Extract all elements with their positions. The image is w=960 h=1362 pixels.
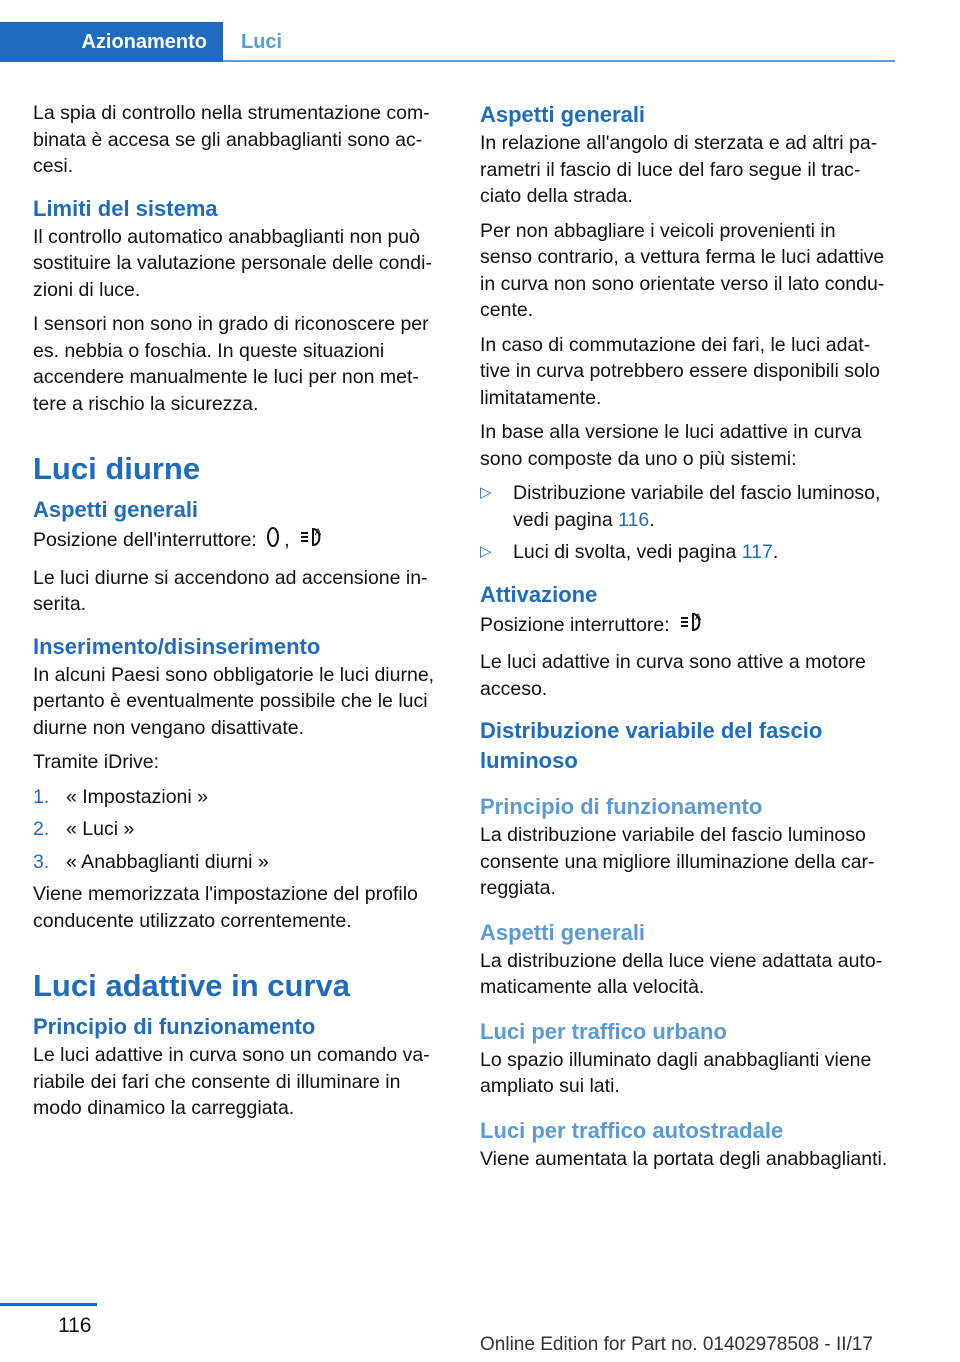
subheading-aspetti: Aspetti generali: [480, 919, 646, 945]
triangle-bullet-icon: ▷: [480, 484, 492, 501]
list-item: [33, 784, 443, 811]
step-number: 2.: [33, 818, 50, 840]
subheading-principio: Principio di funzionamento: [480, 794, 763, 819]
paragraph: Viene aumentata la portata degli anabbaglianti.: [480, 1147, 888, 1170]
svg-text:A: A: [315, 528, 322, 538]
svg-text:A: A: [695, 612, 702, 623]
list-item: [33, 816, 443, 843]
switch-position-label: Posizione dell'interruttore:: [33, 528, 257, 551]
paragraph: Le luci adattive in curva sono attive a motore acceso.: [480, 651, 866, 700]
subheading-autostradale: Luci per traffico autostradale: [480, 1117, 784, 1143]
paragraph: La distribuzione variabile del fascio luminoso consente una migliore illuminazione della car-reggiata.: [480, 824, 875, 899]
header-divider: [223, 60, 895, 62]
paragraph: Il controllo automatico anabbaglianti non può sostituire la valutazione personale delle condi-zioni di luce.: [33, 225, 432, 301]
subheading-urbano: Luci per traffico urbano: [480, 1018, 727, 1044]
section-title-luci-adattive: Luci adattive in curva: [33, 968, 350, 1003]
paragraph: In alcuni Paesi sono obbligatorie le luci diurne, pertanto è eventualmente possibile che le luci diurne non vengano disattivate.: [33, 663, 435, 739]
heading-distribuzione: Distribuzione variabile del fascio luminoso: [480, 718, 823, 773]
paragraph: Le luci diurne si accendono ad accensione in-serita.: [33, 566, 428, 615]
switch-position-line: [33, 525, 443, 557]
list-item: [480, 539, 890, 566]
heading-inserimento: Inserimento/disinserimento: [33, 633, 321, 659]
switch-position-line: [480, 610, 890, 642]
paragraph: La distribuzione della luce viene adattata auto-maticamente alla velocità.: [480, 949, 883, 998]
parking-light-icon: [266, 526, 280, 556]
bullet-text: Luci di svolta, vedi pagina: [513, 541, 737, 563]
page-number: 116: [58, 1314, 92, 1337]
paragraph: Le luci adattive in curva sono un comando va-riabile dei fari che consente di illuminare in modo dinamico la carreggiata.: [33, 1044, 430, 1119]
list-item-text: Distribuzione variabile del fascio luminoso, vedi pagina 116.: [513, 482, 881, 531]
heading-aspetti-generali: Aspetti generali: [480, 102, 646, 127]
step-text: « Impostazioni »: [66, 785, 208, 808]
right-column: [480, 100, 890, 1180]
paragraph: La spia di controllo nella strumentazione com-binata è accesa se gli anabbaglianti sono ac-cesi.: [33, 102, 430, 177]
paragraph: Tramite iDrive:: [33, 751, 160, 773]
bullet-text: Distribuzione variabile del fascio luminoso, vedi pagina: [513, 482, 881, 531]
tab-azionamento[interactable]: Azionamento: [0, 22, 223, 62]
step-number: 1.: [33, 785, 50, 808]
page-link-117[interactable]: 117: [741, 541, 773, 563]
section-title-luci-diurne: Luci diurne: [33, 451, 201, 486]
separator: ,: [284, 528, 290, 551]
paragraph: In base alla versione le luci adattive in curva sono composte da uno o più sistemi:: [480, 421, 862, 470]
idrive-steps: [33, 784, 443, 876]
paragraph: Viene memorizzata l'impostazione del profilo conducente utilizzato correntemente.: [33, 883, 418, 932]
paragraph: Lo spazio illuminato dagli anabbaglianti viene ampliato sui lati.: [480, 1048, 872, 1097]
step-text: « Luci »: [66, 818, 135, 840]
list-item: [33, 849, 443, 876]
step-text: « Anabbaglianti diurni »: [66, 850, 269, 873]
edition-footer: Online Edition for Part no. 01402978508 - II/17: [480, 1334, 873, 1355]
paragraph: Per non abbagliare i veicoli provenienti in senso contrario, a vettura ferma le luci adattive in curva non sono orientate verso il lato condu-cente.: [480, 219, 885, 321]
heading-principio: Principio di funzionamento: [33, 1014, 316, 1039]
heading-attivazione: Attivazione: [480, 581, 598, 607]
paragraph: In caso di commutazione dei fari, le luci adat-tive in curva potrebbero essere disponibili solo limitatamente.: [480, 333, 880, 409]
list-item: [480, 480, 890, 533]
list-item-text: Luci di svolta, vedi pagina 117.: [513, 541, 779, 563]
systems-list: [480, 480, 890, 566]
tab-luci[interactable]: Luci: [241, 31, 283, 53]
paragraph: I sensori non sono in grado di riconoscere per es. nebbia o foschia. In queste situazioni accendere manualmente le luci per non met-tere a rischio la sicurezza.: [33, 313, 429, 415]
heading-limiti: Limiti del sistema: [33, 195, 218, 221]
switch-position-label: Posizione interruttore:: [480, 613, 670, 636]
auto-headlight-icon: [679, 610, 705, 642]
step-number: 3.: [33, 850, 50, 873]
heading-aspetti-generali: Aspetti generali: [33, 497, 199, 522]
left-column: [33, 100, 443, 1130]
triangle-bullet-icon: ▷: [480, 543, 492, 560]
auto-headlight-icon: [299, 525, 325, 557]
paragraph: In relazione all'angolo di sterzata e ad altri pa-rametri il fascio di luce del faro segue il trac-ciato della strada.: [480, 132, 878, 207]
top-header: [0, 0, 960, 62]
page-link-116[interactable]: 116: [618, 508, 650, 531]
page-number-rule: [0, 1303, 97, 1306]
